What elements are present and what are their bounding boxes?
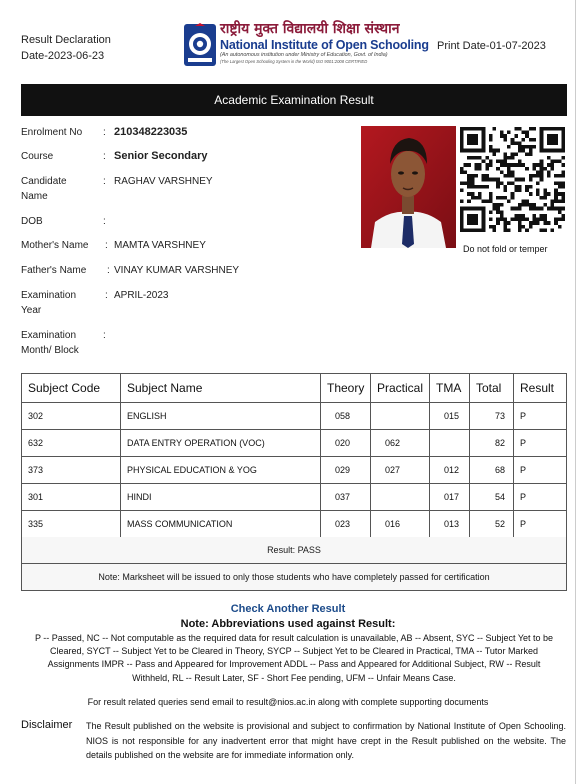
disclaimer-label: Disclaimer [21, 719, 73, 731]
course-label: Course [21, 151, 54, 162]
cell-tma [430, 430, 470, 457]
enrolment-label: Enrolment No [21, 127, 83, 138]
candidate-value: RAGHAV VARSHNEY [114, 176, 213, 187]
cell-result: P [514, 403, 567, 430]
mother-value: MAMTA VARSHNEY [114, 240, 206, 251]
cell-practical: 016 [371, 511, 430, 538]
candidate-photo [361, 126, 456, 248]
cell-result: P [514, 484, 567, 511]
cell-subject-name: PHYSICAL EDUCATION & YOG [121, 457, 321, 484]
org-name-hindi: राष्ट्रीय मुक्त विद्यालयी शिक्षा संस्थान [220, 21, 400, 37]
father-label: Father's Name [21, 265, 87, 276]
qr-code-icon [460, 127, 565, 232]
cell-subject-code: 302 [22, 403, 121, 430]
qr-caption: Do not fold or temper [463, 244, 548, 254]
overall-result: Result: PASS [21, 537, 567, 564]
marks-table [21, 373, 567, 538]
cell-theory: 029 [321, 457, 371, 484]
father-value: VINAY KUMAR VARSHNEY [114, 265, 240, 276]
cell-tma: 012 [430, 457, 470, 484]
declaration-label: Result Declaration [21, 34, 111, 46]
cell-total: 52 [470, 511, 514, 538]
cell-subject-code: 373 [22, 457, 121, 484]
cell-theory: 058 [321, 403, 371, 430]
course-value: Senior Secondary [114, 150, 208, 162]
cell-practical: 027 [371, 457, 430, 484]
colon: : [103, 330, 106, 341]
table-row [22, 430, 567, 457]
cell-practical [371, 484, 430, 511]
dob-label: DOB [21, 216, 43, 227]
cell-tma: 015 [430, 403, 470, 430]
disclaimer-text: The Result published on the website is provisional and subject to confirmation by National Institute of Open Schooling. NIOS is not responsible for any inadvertent error that might have crept in the Result published on the website. The details published on the website are for immediate information only. [86, 721, 566, 760]
colon: : [105, 240, 108, 251]
table-row [22, 457, 567, 484]
table-row [22, 484, 567, 511]
page-title: Academic Examination Result [21, 84, 567, 116]
org-tagline: (The Largest Open Schooling System in the World) ISO 9001:2008 CERTIFIED [220, 59, 368, 64]
colon: : [103, 176, 106, 187]
cell-subject-code: 301 [22, 484, 121, 511]
cell-theory: 037 [321, 484, 371, 511]
cell-tma: 013 [430, 511, 470, 538]
cell-total: 54 [470, 484, 514, 511]
colon: : [103, 216, 106, 227]
col-subject-code: Subject Code [22, 374, 121, 403]
table-row [22, 403, 567, 430]
cell-tma: 017 [430, 484, 470, 511]
declaration-date: Date-2023-06-23 [21, 50, 105, 62]
col-total: Total [470, 374, 514, 403]
check-another-result-link[interactable]: Check Another Result [230, 603, 346, 615]
print-date: Print Date-01-07-2023 [437, 40, 546, 52]
cell-practical [371, 403, 430, 430]
col-subject-name: Subject Name [121, 374, 321, 403]
col-tma: TMA [430, 374, 470, 403]
org-title [220, 20, 429, 65]
colon: : [107, 265, 110, 276]
marksheet-note: Note: Marksheet will be issued to only those students who have completely passed for certification [21, 564, 567, 591]
mother-label: Mother's Name [21, 240, 89, 251]
cell-result: P [514, 511, 567, 538]
cell-subject-name: MASS COMMUNICATION [121, 511, 321, 538]
colon: : [105, 290, 108, 301]
col-practical: Practical [371, 374, 430, 403]
org-name: National Institute of Open Schooling [220, 38, 429, 52]
cell-subject-code: 632 [22, 430, 121, 457]
cell-subject-name: ENGLISH [121, 403, 321, 430]
abbreviations-text: P -- Passed, NC -- Not computable as the required data for result calculation is unavailable, AB -- Absent, SYC -- Subject Yet to be Cleared, SYCT -- Subject Yet to be Cleared in Theory, SYCP -- Subject Yet to be Cleared in Practical, TMA -- Tutor Marked Assignments IMPR -- Pass and Appeared for Improvement ADDL -- Pass and Appeared for Additional Subject, RW -- Result Withheld, RL -- Result Later, SF - Short Fee pending, UFM -- Unfair Means Case. [34, 633, 554, 683]
cell-result: P [514, 457, 567, 484]
queries-note: For result related queries send email to result@nios.ac.in along with complete supporting documents [87, 697, 489, 707]
abbreviations-title: Note: Abbreviations used against Result: [180, 618, 396, 630]
exam-year-value: APRIL-2023 [114, 290, 169, 301]
col-result: Result [514, 374, 567, 403]
cell-theory: 023 [321, 511, 371, 538]
cell-subject-code: 335 [22, 511, 121, 538]
colon: : [103, 127, 106, 138]
cell-subject-name: HINDI [121, 484, 321, 511]
cell-result: P [514, 430, 567, 457]
table-header-row [22, 374, 567, 403]
cell-subject-name: DATA ENTRY OPERATION (VOC) [121, 430, 321, 457]
nios-logo-icon [183, 22, 217, 68]
exam-block-label: Examination Month/ Block [21, 330, 79, 356]
org-subtitle: (An autonomous institution under Ministry of Education, Govt. of India) [220, 52, 388, 58]
col-theory: Theory [321, 374, 371, 403]
enrolment-value: 210348223035 [114, 126, 188, 138]
cell-practical: 062 [371, 430, 430, 457]
candidate-label: Candidate Name [21, 176, 67, 202]
cell-total: 68 [470, 457, 514, 484]
colon: : [103, 151, 106, 162]
cell-theory: 020 [321, 430, 371, 457]
cell-total: 73 [470, 403, 514, 430]
table-row [22, 511, 567, 538]
declaration-block [21, 32, 111, 64]
exam-year-label: Examination Year [21, 290, 77, 316]
cell-total: 82 [470, 430, 514, 457]
